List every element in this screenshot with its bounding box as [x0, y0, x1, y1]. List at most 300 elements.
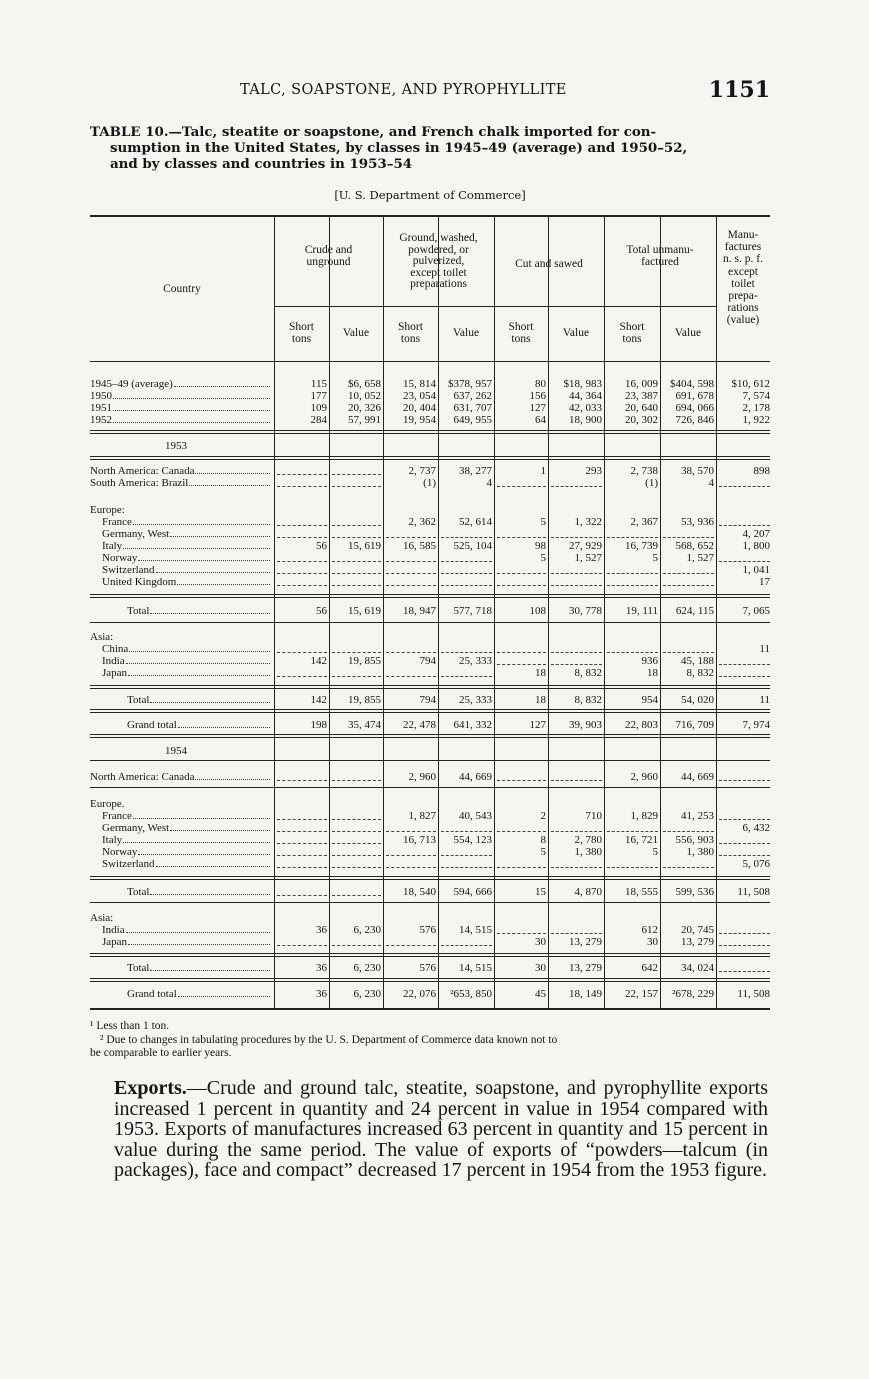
empty-cell-dash: [441, 945, 492, 946]
empty-cell-dash: [277, 561, 327, 562]
row-label-text: Europe:: [90, 504, 125, 516]
cell-value: 16, 713: [403, 834, 436, 846]
leader-dots: [174, 386, 270, 387]
header-cut: Cut and sawed: [515, 258, 583, 270]
empty-cell-dash: [551, 573, 602, 574]
empty-cell-dash: [719, 780, 770, 781]
row-label-text: Japan: [102, 667, 128, 679]
cell-value: 30: [535, 936, 546, 948]
empty-cell-dash: [607, 652, 658, 653]
header-value: Value: [674, 327, 702, 339]
cell-value: 6, 432: [742, 822, 770, 834]
leader-dots: [138, 560, 270, 561]
empty-cell-dash: [332, 855, 381, 856]
row-label-text: France: [102, 516, 132, 528]
cell-value: 1, 827: [408, 810, 436, 822]
row-label-text: Germany, West: [102, 822, 170, 834]
empty-cell-dash: [277, 819, 327, 820]
cell-value: 30: [535, 962, 546, 974]
cell-value: 4, 207: [742, 528, 770, 540]
empty-cell-dash: [277, 585, 327, 586]
empty-cell-dash: [332, 573, 381, 574]
cell-value: 1, 380: [686, 846, 714, 858]
row-label-text: 1945–49 (average): [90, 378, 173, 390]
cell-value: 7, 574: [742, 390, 770, 402]
cell-value: 18, 555: [625, 886, 658, 898]
row-label-text: Norway: [102, 846, 138, 858]
empty-cell-dash: [719, 819, 770, 820]
empty-cell-dash: [551, 486, 602, 487]
cell-value: 14, 515: [459, 962, 492, 974]
cell-value: 11: [759, 694, 770, 706]
empty-cell-dash: [441, 537, 492, 538]
footnote-2-continued: be comparable to earlier years.: [90, 1047, 232, 1059]
double-rule: [90, 433, 770, 434]
row-label: [127, 719, 270, 731]
cell-value: 1, 041: [742, 564, 770, 576]
cell-value: 2, 960: [408, 771, 436, 783]
cell-value: 17: [759, 576, 770, 588]
cell-value: 11, 508: [737, 988, 770, 1000]
cell-value: 8, 832: [574, 667, 602, 679]
empty-cell-dash: [441, 585, 492, 586]
cell-value: 16, 721: [625, 834, 658, 846]
cell-value: 142: [310, 694, 327, 706]
row-label: [90, 390, 270, 402]
empty-cell-dash: [497, 486, 546, 487]
cell-value: 2, 738: [630, 465, 658, 477]
cell-value: 127: [529, 402, 546, 414]
cell-value: 15, 619: [348, 540, 381, 552]
cell-value: 38, 277: [459, 465, 492, 477]
cell-value: 14, 515: [459, 924, 492, 936]
empty-cell-dash: [607, 573, 658, 574]
empty-cell-dash: [277, 486, 327, 487]
header-bottom-rule: [90, 361, 770, 362]
row-label: [90, 414, 270, 426]
cell-value: 15: [535, 886, 546, 898]
cell-value: 1, 829: [630, 810, 658, 822]
row-label: [102, 552, 270, 564]
leader-dots: [133, 818, 270, 819]
empty-cell-dash: [607, 867, 658, 868]
empty-cell-dash: [386, 831, 436, 832]
empty-cell-dash: [441, 855, 492, 856]
row-label: [90, 402, 270, 414]
cell-value: 1: [540, 465, 546, 477]
exports-body: —Crude and ground talc, steatite, soapstone, and pyrophyllite exports increased 1 percent in quantity and 24 percent in value in 1954 compared with 1953. Exports of manufactures increased 63 percent in quantity and 15 percent in value during the same period. The value of exports of “powders—talcum (in packages), face and compact” decreased 17 percent in 1954 from the 1953 figure.: [114, 1077, 768, 1181]
empty-cell-dash: [277, 573, 327, 574]
double-rule: [90, 712, 770, 713]
cell-value: 109: [310, 402, 327, 414]
row-label: [127, 694, 270, 706]
empty-cell-dash: [332, 561, 381, 562]
row-label-text: Europe.: [90, 798, 125, 810]
row-label: [102, 846, 270, 858]
cell-value: 42, 033: [569, 402, 602, 414]
cell-value: 612: [641, 924, 658, 936]
leader-dots: [170, 830, 270, 831]
leader-dots: [113, 422, 270, 423]
empty-cell-dash: [277, 945, 327, 946]
row-label-text: 1954: [165, 745, 187, 757]
cell-value: 11: [759, 643, 770, 655]
cell-value: 954: [641, 694, 658, 706]
header-ground: powdered, or: [408, 243, 469, 256]
cell-value: 10, 052: [348, 390, 381, 402]
empty-cell-dash: [332, 843, 381, 844]
row-label: [127, 988, 270, 1000]
row-label-text: Switzerland: [102, 858, 155, 870]
cell-value: 22, 478: [403, 719, 436, 731]
header-short-tons: Short: [398, 321, 423, 333]
row-label-text: 1950: [90, 390, 112, 402]
row-label-text: Grand total: [127, 719, 177, 731]
exports-heading: Exports.: [114, 1077, 187, 1099]
cell-value: 8: [540, 834, 546, 846]
leader-dots: [150, 613, 270, 614]
cell-value: 156: [529, 390, 546, 402]
header-short-tons: tons: [511, 333, 531, 345]
cell-value: 577, 718: [453, 605, 492, 617]
cell-value: 576: [419, 962, 436, 974]
empty-cell-dash: [441, 652, 492, 653]
empty-cell-dash: [332, 585, 381, 586]
double-rule: [90, 876, 770, 877]
row-label: [90, 771, 270, 783]
row-label-text: Japan: [102, 936, 128, 948]
cell-value: 36: [316, 962, 327, 974]
header-short-tons: tons: [291, 333, 312, 345]
leader-dots: [126, 932, 270, 933]
cell-value: 18: [535, 694, 546, 706]
row-label-text: United Kingdom: [102, 576, 177, 588]
cell-value: $378, 957: [448, 378, 492, 390]
empty-cell-dash: [277, 676, 327, 677]
cell-value: 284: [310, 414, 327, 426]
double-rule: [90, 456, 770, 457]
empty-cell-dash: [551, 652, 602, 653]
header-ground: Ground, washed,: [399, 232, 478, 244]
double-rule: [90, 709, 770, 710]
leader-dots: [189, 485, 270, 486]
empty-cell-dash: [719, 525, 770, 526]
cell-value: 20, 302: [625, 414, 658, 426]
leader-dots: [128, 675, 270, 676]
table-source: [U. S. Department of Commerce]: [334, 188, 526, 202]
cell-value: 5: [540, 552, 546, 564]
leader-dots: [129, 651, 270, 652]
cell-value: 1, 527: [574, 552, 602, 564]
empty-cell-dash: [386, 573, 436, 574]
row-label-text: Total: [127, 886, 150, 898]
cell-value: 794: [419, 694, 436, 706]
empty-cell-dash: [551, 780, 602, 781]
empty-cell-dash: [386, 867, 436, 868]
row-label-text: Italy: [102, 834, 123, 846]
cell-value: 6, 230: [353, 924, 381, 936]
double-rule: [90, 594, 770, 595]
cell-value: $18, 983: [563, 378, 602, 390]
footnote-1: ¹ Less than 1 ton.: [90, 1020, 170, 1032]
cell-value: 20, 326: [348, 402, 381, 414]
header-value: Value: [562, 327, 590, 339]
cell-value: 22, 076: [403, 988, 436, 1000]
cell-value: 710: [585, 810, 602, 822]
empty-cell-dash: [551, 831, 602, 832]
leader-dots: [156, 572, 270, 573]
cell-value: 5, 076: [742, 858, 770, 870]
cell-value: 18, 149: [569, 988, 602, 1000]
cell-value: 25, 333: [459, 655, 492, 667]
header-ground: except toilet: [410, 266, 467, 279]
cell-value: 16, 585: [403, 540, 436, 552]
empty-cell-dash: [332, 945, 381, 946]
empty-cell-dash: [607, 537, 658, 538]
exports-paragraph: [114, 1078, 768, 1181]
empty-cell-dash: [386, 855, 436, 856]
empty-cell-dash: [277, 855, 327, 856]
double-rule: [90, 597, 770, 598]
header-value: Value: [342, 327, 370, 339]
cell-value: 25, 333: [459, 694, 492, 706]
row-label-text: 1953: [165, 440, 187, 452]
empty-cell-dash: [277, 652, 327, 653]
cell-value: 36: [316, 988, 327, 1000]
row-label-text: Total: [127, 962, 150, 974]
cell-value: 142: [310, 655, 327, 667]
row-label-text: 1951: [90, 402, 112, 414]
cell-value: ²678, 229: [672, 988, 714, 1000]
cell-value: 898: [753, 465, 770, 477]
header-short-tons: tons: [622, 333, 642, 345]
row-label-text: North America: Canada: [90, 465, 195, 477]
leader-dots: [138, 854, 270, 855]
leader-dots: [195, 779, 270, 780]
row-label: [102, 655, 270, 667]
leader-dots: [150, 970, 270, 971]
empty-cell-dash: [719, 855, 770, 856]
empty-cell-dash: [663, 537, 714, 538]
empty-cell-dash: [386, 945, 436, 946]
empty-cell-dash: [277, 831, 327, 832]
cell-value: 44, 364: [569, 390, 602, 402]
double-rule: [90, 737, 770, 738]
row-label: [102, 540, 270, 552]
caption-line-3: and by classes and countries in 1953–54: [110, 156, 413, 172]
row-label: [90, 465, 270, 477]
row-label: [102, 936, 270, 948]
header-short-tons: Short: [619, 321, 645, 333]
row-label: [90, 378, 270, 390]
double-rule: [90, 459, 770, 460]
empty-cell-dash: [497, 664, 546, 665]
double-rule: [90, 953, 770, 954]
caption-line-1: TABLE 10.—Talc, steatite or soapstone, and French chalk imported for con-: [90, 124, 657, 140]
cell-value: 5: [540, 846, 546, 858]
cell-value: 11, 508: [737, 886, 770, 898]
cell-value: 22, 157: [625, 988, 658, 1000]
cell-value: 177: [310, 390, 327, 402]
row-label: [102, 643, 270, 655]
group-header-rule: [274, 306, 716, 307]
header-manufactures: Manu-: [727, 229, 759, 241]
single-rule: [90, 787, 770, 788]
cell-value: 18, 900: [569, 414, 602, 426]
empty-cell-dash: [277, 780, 327, 781]
cell-value: 6, 230: [353, 962, 381, 974]
empty-cell-dash: [719, 664, 770, 665]
cell-value: 568, 652: [675, 540, 714, 552]
row-label: [90, 477, 270, 489]
cell-value: 19, 855: [348, 694, 381, 706]
empty-cell-dash: [497, 831, 546, 832]
header-crude: unground: [306, 255, 351, 268]
leader-dots: [126, 663, 270, 664]
cell-value: 2, 780: [574, 834, 602, 846]
cell-value: 18: [647, 667, 658, 679]
cell-value: 694, 066: [675, 402, 714, 414]
cell-value: 556, 903: [675, 834, 714, 846]
row-label: [165, 440, 270, 452]
leader-dots: [170, 536, 270, 537]
cell-value: 115: [310, 378, 327, 390]
cell-value: 18, 540: [403, 886, 436, 898]
row-label: [102, 810, 270, 822]
empty-cell-dash: [441, 573, 492, 574]
table-bottom-rule: [90, 1008, 770, 1010]
row-label-text: India: [102, 655, 125, 667]
empty-cell-dash: [332, 780, 381, 781]
cell-value: ²653, 850: [450, 988, 492, 1000]
empty-cell-dash: [497, 652, 546, 653]
row-label: [90, 504, 270, 516]
cell-value: 45: [535, 988, 546, 1000]
leader-dots: [150, 894, 270, 895]
empty-cell-dash: [663, 867, 714, 868]
empty-cell-dash: [551, 537, 602, 538]
empty-cell-dash: [663, 831, 714, 832]
header-short-tons: Short: [508, 321, 534, 333]
cell-value: $404, 598: [670, 378, 714, 390]
footnote-2: ² Due to changes in tabulating procedures by the U. S. Department of Commerce data known not to: [100, 1034, 558, 1046]
table-top-rule: [90, 215, 770, 217]
cell-value: 18: [535, 667, 546, 679]
row-label: [90, 798, 270, 810]
cell-value: 20, 640: [625, 402, 658, 414]
cell-value: 642: [641, 962, 658, 974]
cell-value: 18, 947: [403, 605, 436, 617]
cell-value: 30: [647, 936, 658, 948]
empty-cell-dash: [332, 486, 381, 487]
row-label: [102, 822, 270, 834]
cell-value: $10, 612: [731, 378, 770, 390]
empty-cell-dash: [551, 585, 602, 586]
empty-cell-dash: [277, 843, 327, 844]
cell-value: 56: [316, 605, 327, 617]
cell-value: 716, 709: [675, 719, 714, 731]
row-label: [102, 528, 270, 540]
cell-value: 44, 669: [681, 771, 714, 783]
cell-value: 41, 253: [681, 810, 714, 822]
empty-cell-dash: [277, 537, 327, 538]
cell-value: 44, 669: [459, 771, 492, 783]
empty-cell-dash: [441, 676, 492, 677]
cell-value: 649, 955: [453, 414, 492, 426]
empty-cell-dash: [386, 537, 436, 538]
cell-value: 293: [585, 465, 602, 477]
empty-cell-dash: [497, 867, 546, 868]
header-manufactures: except: [727, 265, 758, 278]
row-label: [102, 834, 270, 846]
empty-cell-dash: [607, 585, 658, 586]
empty-cell-dash: [332, 474, 381, 475]
cell-value: 45, 188: [681, 655, 714, 667]
cell-value: 576: [419, 924, 436, 936]
cell-value: 641, 332: [453, 719, 492, 731]
cell-value: 794: [419, 655, 436, 667]
cell-value: 198: [310, 719, 327, 731]
empty-cell-dash: [277, 474, 327, 475]
cell-value: 13, 279: [569, 962, 602, 974]
cell-value: 691, 678: [675, 390, 714, 402]
cell-value: 23, 054: [403, 390, 436, 402]
cell-value: 7, 974: [742, 719, 770, 731]
leader-dots: [113, 398, 270, 399]
cell-value: 1, 800: [742, 540, 770, 552]
empty-cell-dash: [386, 585, 436, 586]
cell-value: 1, 322: [574, 516, 602, 528]
cell-value: 13, 279: [681, 936, 714, 948]
cell-value: 4, 870: [574, 886, 602, 898]
empty-cell-dash: [332, 867, 381, 868]
header-total: factured: [641, 255, 679, 268]
header-manufactures: prepa-: [728, 290, 758, 302]
row-label-text: 1952: [90, 414, 112, 426]
cell-value: 20, 404: [403, 402, 436, 414]
cell-value: 4: [486, 477, 492, 489]
row-label-text: Asia:: [90, 912, 114, 924]
empty-cell-dash: [719, 561, 770, 562]
page-number: 1151: [708, 77, 770, 103]
empty-cell-dash: [497, 780, 546, 781]
row-label: [127, 886, 270, 898]
cell-value: 15, 814: [403, 378, 436, 390]
header-value: Value: [452, 327, 480, 339]
empty-cell-dash: [497, 933, 546, 934]
cell-value: (1): [423, 477, 436, 489]
empty-cell-dash: [332, 525, 381, 526]
row-label-text: Germany, West: [102, 528, 170, 540]
empty-cell-dash: [719, 945, 770, 946]
single-rule: [90, 902, 770, 903]
cell-value: 2, 960: [630, 771, 658, 783]
cell-value: 2, 178: [742, 402, 770, 414]
cell-value: 4: [708, 477, 714, 489]
leader-dots: [178, 727, 270, 728]
empty-cell-dash: [719, 971, 770, 972]
leader-dots: [156, 866, 270, 867]
empty-cell-dash: [719, 933, 770, 934]
empty-cell-dash: [497, 585, 546, 586]
header-ground: preparations: [410, 278, 467, 290]
cell-value: 19, 954: [403, 414, 436, 426]
leader-dots: [178, 996, 270, 997]
cell-value: 936: [641, 655, 658, 667]
empty-cell-dash: [332, 676, 381, 677]
header-manufactures: n. s. p. f.: [723, 253, 763, 266]
running-title: TALC, SOAPSTONE, AND PYROPHYLLITE: [240, 82, 567, 98]
